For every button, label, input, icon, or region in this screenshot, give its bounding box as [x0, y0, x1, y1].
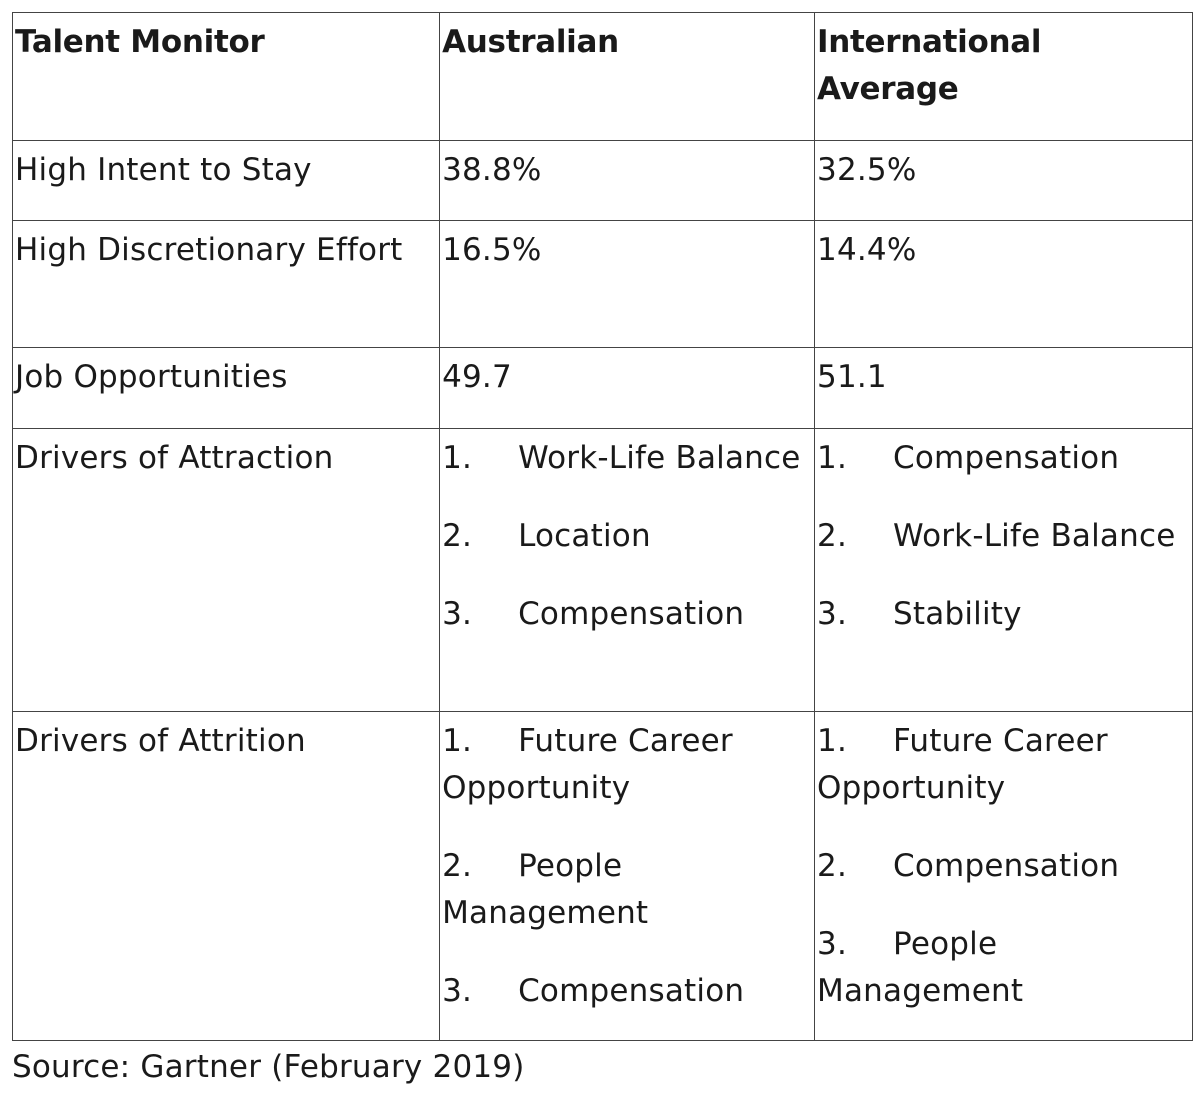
list-item — [442, 843, 814, 937]
list-number: 3. — [817, 926, 848, 962]
table-row — [13, 141, 1193, 221]
row-label: Drivers of Attraction — [13, 429, 440, 712]
list-number: 2. — [442, 848, 473, 884]
list-number: 2. — [817, 848, 848, 884]
attraction-international-list — [815, 429, 1193, 712]
australian-value: 38.8% — [440, 141, 815, 221]
list-item — [442, 591, 814, 638]
list-number: 2. — [442, 518, 473, 554]
list-number: 1. — [442, 723, 473, 759]
list-item — [442, 968, 814, 1015]
list-item — [442, 513, 814, 560]
list-item — [817, 921, 1192, 1015]
list-text: Compensation — [893, 848, 1120, 884]
international-value: 32.5% — [815, 141, 1193, 221]
list-item — [817, 843, 1192, 890]
australian-value: 49.7 — [440, 348, 815, 429]
list-text: Compensation — [518, 596, 745, 632]
list-item — [817, 591, 1192, 638]
list-number: 3. — [442, 596, 473, 632]
row-label: Drivers of Attrition — [13, 712, 440, 1041]
attrition-international-list — [815, 712, 1193, 1041]
table-header-row — [13, 13, 1193, 141]
row-label: Job Opportunities — [13, 348, 440, 429]
list-number: 1. — [817, 440, 848, 476]
table-row-attraction — [13, 429, 1193, 712]
international-value: 14.4% — [815, 221, 1193, 348]
header-australian: Australian — [440, 13, 815, 141]
list-number: 2. — [817, 518, 848, 554]
list-number: 1. — [442, 440, 473, 476]
list-text: Compensation — [518, 973, 745, 1009]
list-text: People Management — [817, 926, 1024, 1009]
header-talent-monitor: Talent Monitor — [13, 13, 440, 141]
list-text: Work-Life Balance — [518, 440, 801, 476]
list-text: Stability — [893, 596, 1022, 632]
list-item — [817, 718, 1192, 812]
table-row — [13, 221, 1193, 348]
international-value: 51.1 — [815, 348, 1193, 429]
table-row-attrition — [13, 712, 1193, 1041]
list-item — [442, 718, 814, 812]
list-item — [817, 513, 1192, 560]
source-caption: Source: Gartner (February 2019) — [12, 1049, 525, 1085]
attrition-australian-list — [440, 712, 815, 1041]
list-text: Future Career Opportunity — [817, 723, 1108, 806]
list-text: Compensation — [893, 440, 1120, 476]
attraction-australian-list — [440, 429, 815, 712]
australian-value: 16.5% — [440, 221, 815, 348]
talent-monitor-table — [12, 12, 1193, 1041]
list-number: 1. — [817, 723, 848, 759]
header-international-average: International Average — [815, 13, 1193, 141]
list-item — [442, 435, 814, 482]
row-label: High Intent to Stay — [13, 141, 440, 221]
list-number: 3. — [817, 596, 848, 632]
row-label: High Discretionary Effort — [13, 221, 440, 348]
list-text: Future Career Opportunity — [442, 723, 733, 806]
list-text: Location — [518, 518, 651, 554]
list-number: 3. — [442, 973, 473, 1009]
list-item — [817, 435, 1192, 482]
table-row — [13, 348, 1193, 429]
list-text: Work-Life Balance — [893, 518, 1176, 554]
list-text: People Management — [442, 848, 649, 931]
